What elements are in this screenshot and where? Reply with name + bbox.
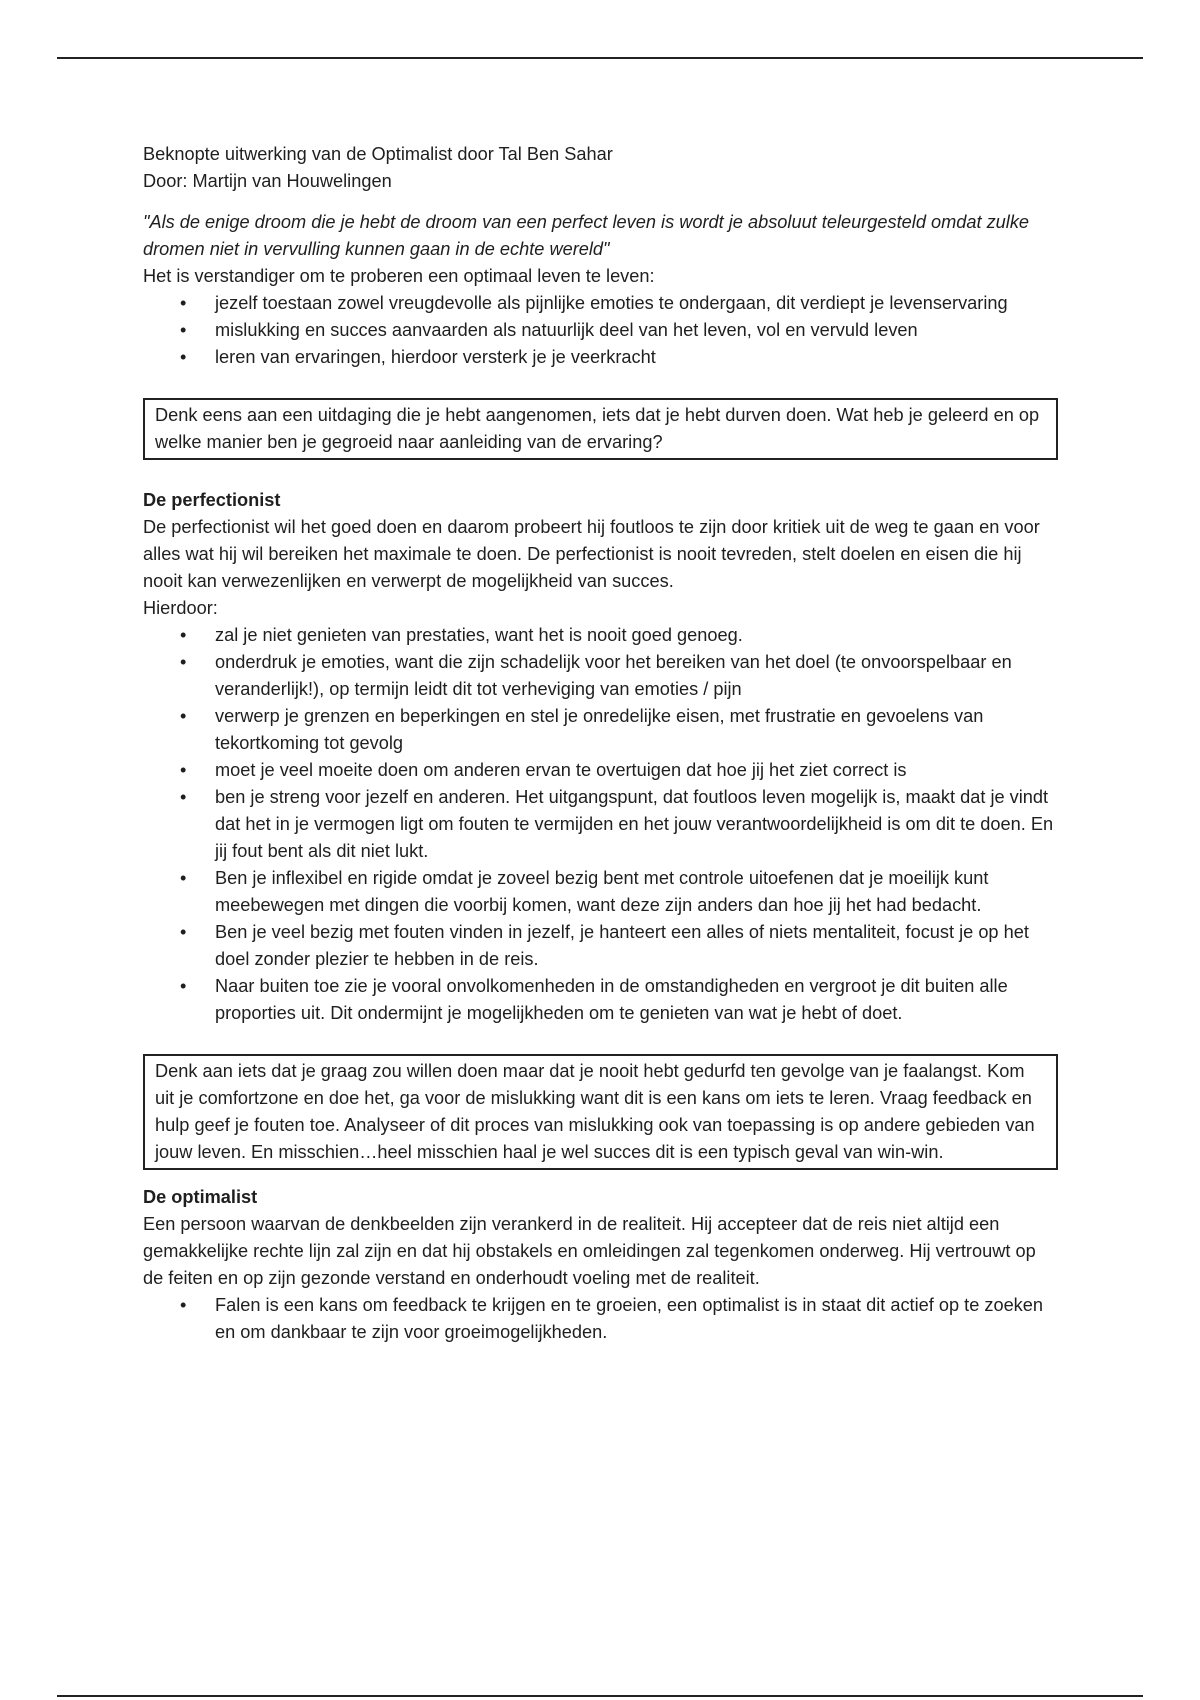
list-item: • Falen is een kans om feedback te krijgen en te groeien, een optimalist is in staat dit actief op te zoeken en om dankbaar te zijn voor groeimogelijkheden. <box>215 1292 1058 1346</box>
spacer <box>143 1170 1058 1184</box>
section-heading-perfectionist: De perfectionist <box>143 490 281 510</box>
document-title: Beknopte uitwerking van de Optimalist door Tal Ben Sahar <box>143 144 613 164</box>
document-page <box>143 141 1058 1346</box>
list-item: • mislukking en succes aanvaarden als natuurlijk deel van het leven, vol en vervuld leven <box>215 317 1058 344</box>
list-item: • Ben je veel bezig met fouten vinden in jezelf, je hanteert een alles of niets mentaliteit, focust je op het doel zonder plezier te hebben in de reis. <box>215 919 1058 973</box>
list-item: • onderdruk je emoties, want die zijn schadelijk voor het bereiken van het doel (te onvoorspelbaar en veranderlijk!), op termijn leidt dit tot verheviging van emoties / pijn <box>215 649 1058 703</box>
intro-quote: "Als de enige droom die je hebt de droom van een perfect leven is wordt je absoluut teleurgesteld omdat zulke dromen niet in vervulling kunnen gaan in de echte wereld" <box>143 212 1030 259</box>
spacer <box>143 1027 1058 1054</box>
spacer <box>143 460 1058 487</box>
list-item: • Ben je inflexibel en rigide omdat je zoveel bezig bent met controle uitoefenen dat je moeilijk kunt meebewegen met dingen die voorbij komen, want deze zijn anders dan hoe jij het had bedacht. <box>215 865 1058 919</box>
bottom-rule <box>57 1695 1143 1697</box>
intro-lead: Het is verstandiger om te proberen een optimaal leven te leven: <box>143 266 655 286</box>
list-item: • jezelf toestaan zowel vreugdevolle als pijnlijke emoties te ondergaan, dit verdiept je levenservaring <box>215 290 1058 317</box>
intro-bullet-list <box>143 290 1058 371</box>
document-author: Door: Martijn van Houwelingen <box>143 171 392 191</box>
list-item: • verwerp je grenzen en beperkingen en stel je onredelijke eisen, met frustratie en gevoelens van tekortkoming tot gevolg <box>215 703 1058 757</box>
section-heading-optimalist: De optimalist <box>143 1187 258 1207</box>
perfectionist-bullet-list <box>143 622 1058 1027</box>
reflection-box-2 <box>143 1054 1058 1170</box>
perfectionist-paragraph: De perfectionist wil het goed doen en daarom probeert hij foutloos te zijn door kritiek uit de weg te gaan en voor alles wat hij wil bereiken het maximale te doen. De perfectionist is nooit tevreden, stelt doelen en eisen die hij nooit kan verwezenlijken en verwerpt de mogelijkheid van succes. <box>143 517 1040 591</box>
spacer <box>143 195 1058 209</box>
top-rule <box>57 57 1143 59</box>
reflection-box-1 <box>143 398 1058 460</box>
spacer <box>143 371 1058 398</box>
optimalist-paragraph: Een persoon waarvan de denkbeelden zijn verankerd in de realiteit. Hij accepteer dat de reis niet altijd een gemakkelijke rechte lijn zal zijn en dat hij obstakels en omleidingen zal tegenkomen onderweg. Hij vertrouwt op de feiten en op zijn gezonde verstand en onderhoudt voeling met de realiteit. <box>143 1214 1036 1288</box>
reflection-text-1: Denk eens aan een uitdaging die je hebt aangenomen, iets dat je hebt durven doen. Wat heb je geleerd en op welke manier ben je gegroeid naar aanleiding van de ervaring? <box>155 405 1040 452</box>
list-item: • leren van ervaringen, hierdoor versterk je je veerkracht <box>215 344 1058 371</box>
reflection-text-2: Denk aan iets dat je graag zou willen doen maar dat je nooit hebt gedurfd ten gevolge van je faalangst. Kom uit je comfortzone en doe het, ga voor de mislukking want dit is een kans om iets te leren. Vraag feedback en hulp geef je fouten toe. Analyseer of dit proces van mislukking ook van toepassing is op andere gebieden van jouw leven. En misschien…heel misschien haal je wel succes dit is een typisch geval van win-win. <box>155 1061 1035 1162</box>
list-item: • Naar buiten toe zie je vooral onvolkomenheden in de omstandigheden en vergroot je dit buiten alle proporties uit. Dit ondermijnt je mogelijkheden om te genieten van wat je hebt of doet. <box>215 973 1058 1027</box>
list-item: • zal je niet genieten van prestaties, want het is nooit goed genoeg. <box>215 622 1058 649</box>
perfectionist-lead: Hierdoor: <box>143 598 218 618</box>
optimalist-bullet-list <box>143 1292 1058 1346</box>
list-item: • moet je veel moeite doen om anderen ervan te overtuigen dat hoe jij het ziet correct is <box>215 757 1058 784</box>
list-item: • ben je streng voor jezelf en anderen. Het uitgangspunt, dat foutloos leven mogelijk is, maakt dat je vindt dat het in je vermogen ligt om fouten te vermijden en het jouw verantwoordelijkheid is om dit te doen. En jij fout bent als dit niet lukt. <box>215 784 1058 865</box>
